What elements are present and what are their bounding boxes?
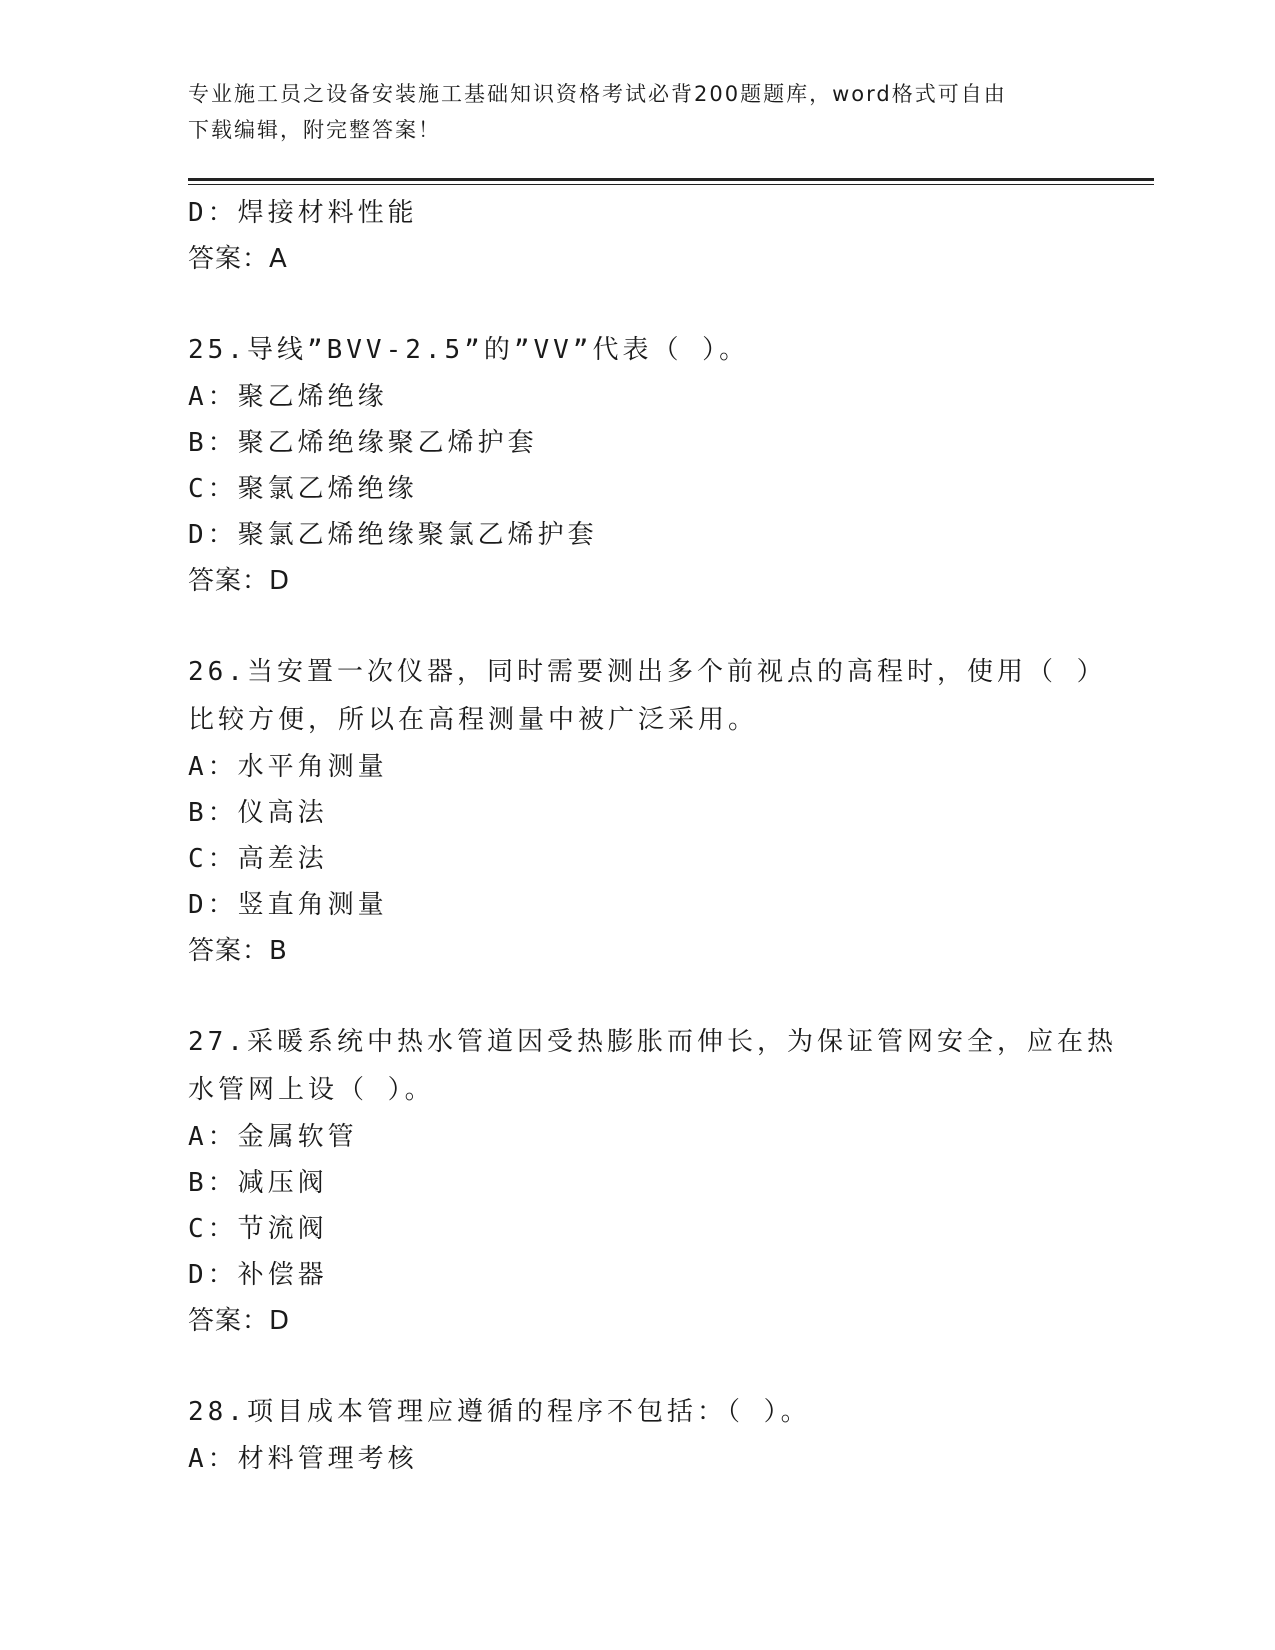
q26-stem-line-1: 26.当安置一次仪器，同时需要测出多个前视点的高程时，使用（ ）: [188, 657, 1107, 687]
q26-option-d: D：竖直角测量: [188, 890, 388, 920]
header-title-line-2: 下载编辑，附完整答案！: [188, 118, 441, 142]
q26-answer: 答案：B: [188, 936, 288, 966]
header-divider-thin: [188, 184, 1154, 185]
q25-option-a: A：聚乙烯绝缘: [188, 382, 388, 412]
q27-option-d: D：补偿器: [188, 1260, 328, 1290]
question-list: [188, 190, 1117, 1482]
q27-stem-line-2: 水管网上设（ ）。: [188, 1075, 435, 1105]
header-title-line-1: 专业施工员之设备安装施工基础知识资格考试必背200题题库，word格式可自由: [188, 82, 1007, 106]
q27-option-b: B：减压阀: [188, 1168, 328, 1198]
q25-answer: 答案：D: [188, 566, 291, 596]
q27-stem-line-1: 27.采暖系统中热水管道因受热膨胀而伸长，为保证管网安全，应在热: [188, 1027, 1117, 1057]
q26-option-a: A：水平角测量: [188, 752, 388, 782]
q28-stem: 28.项目成本管理应遵循的程序不包括：（ ）。: [188, 1397, 811, 1427]
q28-option-a: A：材料管理考核: [188, 1444, 418, 1474]
document-header: [188, 76, 1088, 148]
prev-answer: 答案：A: [188, 244, 288, 274]
q26-option-c: C：高差法: [188, 844, 328, 874]
q27-answer: 答案：D: [188, 1306, 291, 1336]
q26-option-b: B：仪高法: [188, 798, 328, 828]
header-divider-thick: [188, 178, 1154, 181]
prev-option-d: D：焊接材料性能: [188, 198, 418, 228]
q25-option-d: D：聚氯乙烯绝缘聚氯乙烯护套: [188, 520, 598, 550]
q27-option-a: A：金属软管: [188, 1122, 358, 1152]
q25-option-c: C：聚氯乙烯绝缘: [188, 474, 418, 504]
q27-option-c: C：节流阀: [188, 1214, 328, 1244]
q25-stem: 25.导线”BVV-2.5”的”VV”代表（ ）。: [188, 335, 750, 365]
q26-stem-line-2: 比较方便，所以在高程测量中被广泛采用。: [188, 705, 759, 735]
q25-option-b: B：聚乙烯绝缘聚乙烯护套: [188, 428, 538, 458]
